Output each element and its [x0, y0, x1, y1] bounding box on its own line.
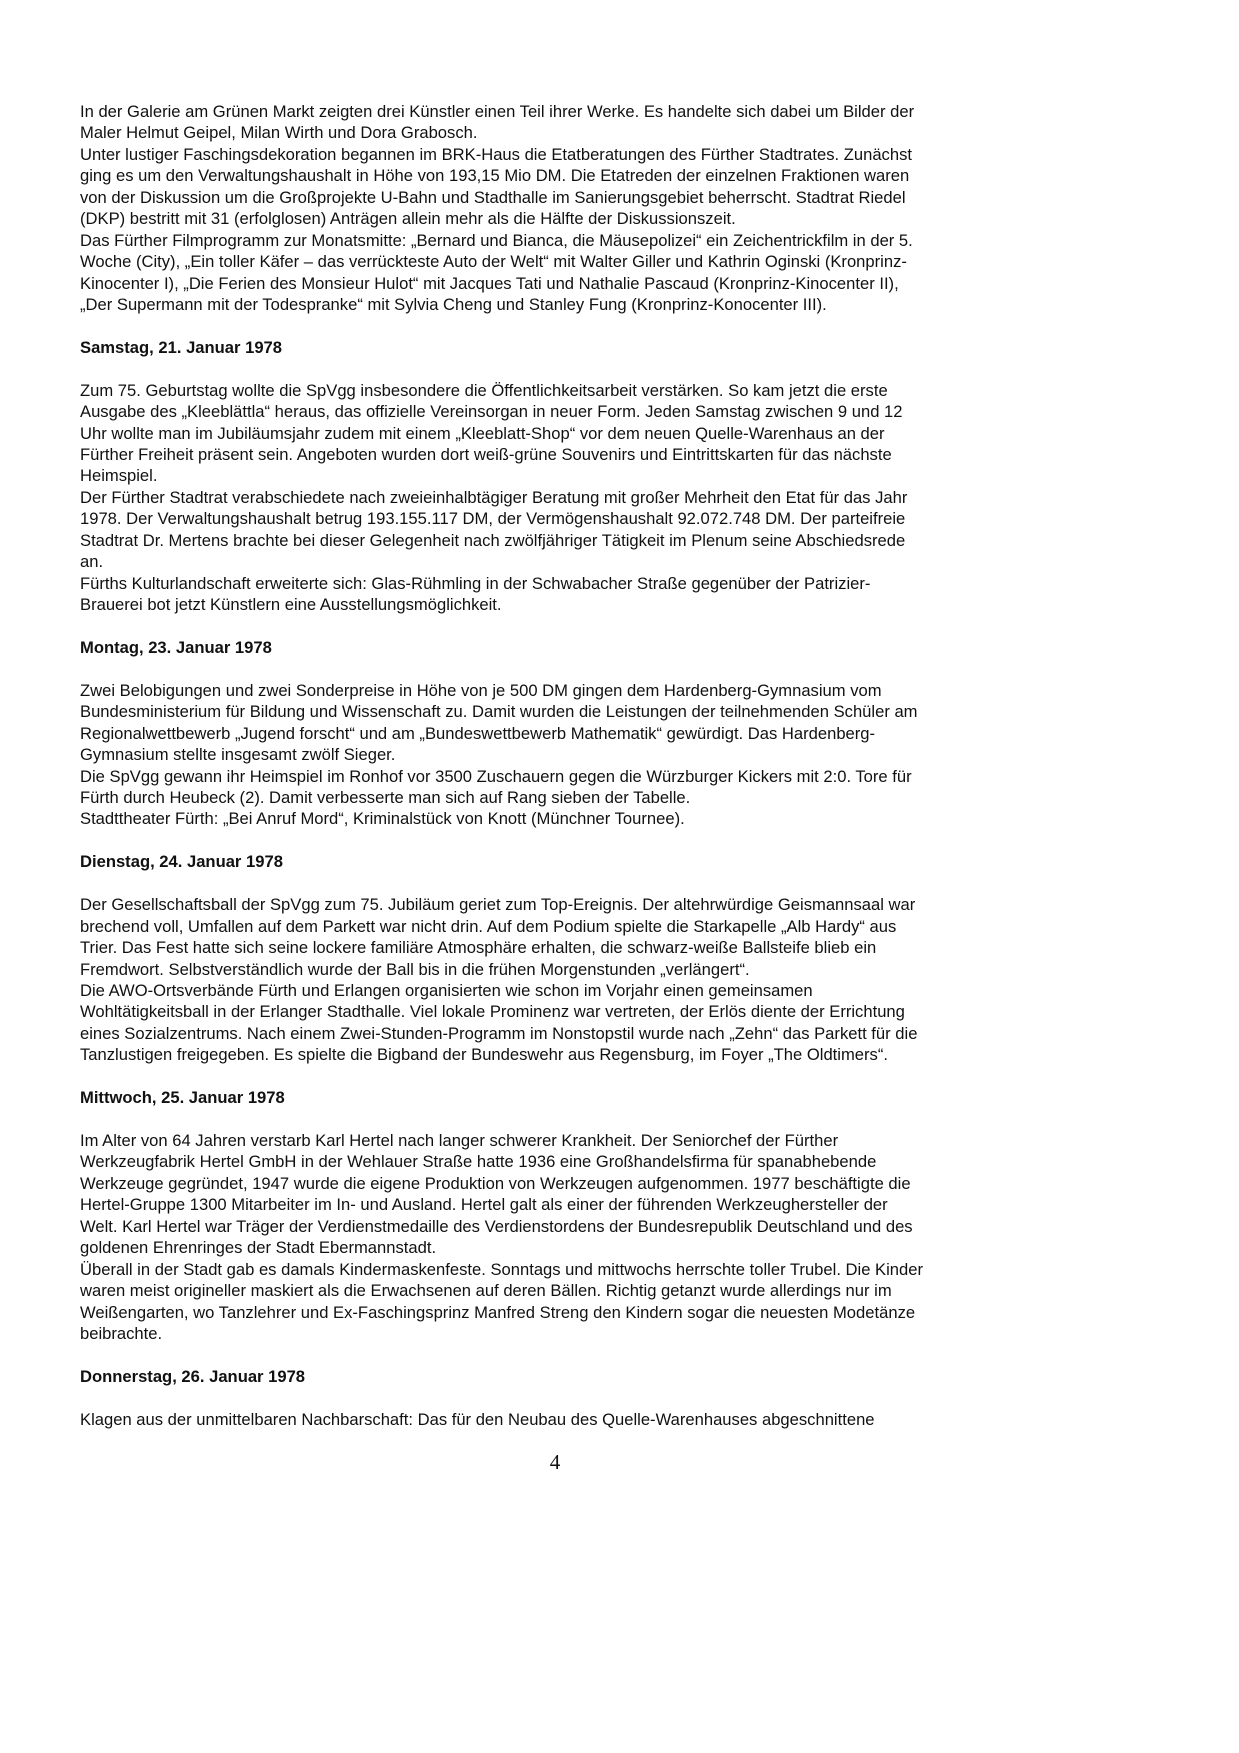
text-line: Weißengarten, wo Tanzlehrer und Ex-Faschingsprinz Manfred Streng den Kindern sogar die neuesten Modetänze	[80, 1302, 916, 1322]
text-line: In der Galerie am Grünen Markt zeigten drei Künstler einen Teil ihrer Werke. Es handelte sich dabei um Bilder der	[80, 102, 915, 121]
text-line: Die AWO-Ortsverbände Fürth und Erlangen organisierten wie schon im Vorjahr einen gemeinsamen	[80, 980, 813, 1000]
text-line: „Der Supermann mit der Todespranke“ mit Sylvia Cheng und Stanley Fung (Kronprinz-Konocenter III).	[80, 294, 827, 314]
blank-line	[80, 1387, 1080, 1408]
intro-paragraph	[80, 101, 1080, 315]
section-heading: Samstag, 21. Januar 1978	[80, 337, 283, 357]
blank-line	[80, 658, 1080, 679]
text-line: Kinocenter I), „Die Ferien des Monsieur Hulot“ mit Jacques Tati und Nathalie Pascaud (Kronprinz-Kinocenter II),	[80, 273, 899, 293]
blank-line	[80, 616, 1080, 637]
blank-line	[80, 1109, 1080, 1130]
section-heading: Montag, 23. Januar 1978	[80, 637, 272, 657]
date-section	[80, 1066, 1080, 1345]
text-line: Trier. Das Fest hatte sich seine lockere familiäre Atmosphäre erhalten, die schwarz-weiße Ballsteife blieb ein	[80, 938, 877, 958]
text-line: Heimspiel.	[80, 466, 158, 486]
text-line: (DKP) bestritt mit 31 (erfolglosen) Anträgen allein mehr als die Hälfte der Diskussionszeit.	[80, 209, 736, 229]
text-line: Fürths Kulturlandschaft erweiterte sich: Glas-Rühmling in der Schwabacher Straße gegenüber der Patrizier-	[80, 573, 871, 593]
text-line: Fürth durch Heubeck (2). Damit verbesserte man sich auf Rang sieben der Tabelle.	[80, 788, 691, 807]
blank-line	[80, 873, 1080, 894]
blank-line	[80, 1066, 1080, 1087]
text-line: Uhr wollte man im Jubiläumsjahr zudem mit einem „Kleeblatt-Shop“ vor dem neuen Quelle-Warenhaus an der	[80, 423, 885, 443]
date-section	[80, 830, 1080, 1066]
text-line: Stadttheater Fürth: „Bei Anruf Mord“, Kriminalstück von Knott (Münchner Tournee).	[80, 809, 685, 829]
section-heading: Dienstag, 24. Januar 1978	[80, 852, 283, 872]
text-line: Überall in der Stadt gab es damals Kindermaskenfeste. Sonntags und mittwochs herrschte toller Trubel. Die Kinder	[80, 1259, 924, 1279]
text-line: Maler Helmut Geipel, Milan Wirth und Dora Grabosch.	[80, 123, 478, 143]
text-line: Stadtrat Dr. Mertens brachte bei dieser Gelegenheit nach zwölfjähriger Tätigkeit im Plenum seine Abschiedsrede	[80, 530, 906, 550]
text-line: Im Alter von 64 Jahren verstarb Karl Hertel nach langer schwerer Krankheit. Der Seniorchef der Fürther	[80, 1131, 839, 1150]
blank-line	[80, 315, 1080, 336]
text-line: Der Fürther Stadtrat verabschiedete nach zweieinhalbtägiger Beratung mit großer Mehrheit den Etat für das Jahr	[80, 487, 908, 507]
date-section	[80, 315, 1080, 615]
text-line: Tanzlustigen freigegeben. Es spielte die Bigband der Bundeswehr aus Regensburg, im Foyer „The Oldtimers“.	[80, 1045, 888, 1065]
blank-line	[80, 1344, 1080, 1365]
text-line: brechend voll, Umfallen auf dem Parkett war nicht drin. Auf dem Podium spielte die Starkapelle „Alb Hardy“ aus	[80, 916, 897, 936]
text-line: Die SpVgg gewann ihr Heimspiel im Ronhof vor 3500 Zuschauern gegen die Würzburger Kickers mit 2:0. Tore für	[80, 766, 912, 786]
text-line: Ausgabe des „Kleeblättla“ heraus, das offizielle Vereinsorgan in neuer Form. Jeden Samstag zwischen 9 und 12	[80, 402, 903, 422]
text-line: Das Fürther Filmprogramm zur Monatsmitte: „Bernard und Bianca, die Mäusepolizei“ ein Zeichentrickfilm in der 5.	[80, 230, 913, 250]
text-line: Werkzeugfabrik Hertel GmbH in der Wehlauer Straße hatte 1936 eine Großhandelsfirma für spanabhebende	[80, 1152, 877, 1172]
page-number: 4	[549, 1450, 561, 1474]
text-line: Fürther Freiheit präsent sein. Angeboten wurden dort weiß-grüne Souvenirs und Eintrittskarten für das nächste	[80, 445, 892, 464]
text-line: eines Sozialzentrums. Nach einem Zwei-Stunden-Programm im Nonstopstil wurde nach „Zehn“ das Parkett für die	[80, 1023, 918, 1043]
text-line: waren meist origineller maskiert als die Erwachsenen auf deren Bällen. Richtig getanzt wurde allerdings nur im	[80, 1281, 892, 1301]
date-section	[80, 616, 1080, 830]
text-line: Zum 75. Geburtstag wollte die SpVgg insbesondere die Öffentlichkeitsarbeit verstärken. So kam jetzt die erste	[80, 380, 888, 400]
text-line: Fremdwort. Selbstverständlich wurde der Ball bis in die frühen Morgenstunden „verlängert“.	[80, 959, 750, 979]
blank-line	[80, 358, 1080, 379]
text-line: Werkzeuge gegründet, 1947 wurde die eigene Produktion von Werkzeugen aufgenommen. 1977 beschäftigte die	[80, 1173, 911, 1193]
text-line: Zwei Belobigungen und zwei Sonderpreise in Höhe von je 500 DM gingen dem Hardenberg-Gymnasium vom	[80, 680, 882, 700]
text-line: Welt. Karl Hertel war Träger der Verdienstmedaille des Verdienstordens der Bundesrepublik Deutschland und des	[80, 1216, 913, 1236]
text-line: Klagen aus der unmittelbaren Nachbarschaft: Das für den Neubau des Quelle-Warenhauses abgeschnittene	[80, 1409, 875, 1429]
text-line: 1978. Der Verwaltungshaushalt betrug 193.155.117 DM, der Vermögenshaushalt 92.072.748 DM. Der parteifreie	[80, 509, 906, 529]
text-line: Brauerei bot jetzt Künstlern eine Ausstellungsmöglichkeit.	[80, 595, 502, 615]
date-section	[80, 1344, 1080, 1430]
text-line: ging es um den Verwaltungshaushalt in Höhe von 193,15 Mio DM. Die Etatreden der einzelnen Fraktionen waren	[80, 166, 910, 186]
text-line: Woche (City), „Ein toller Käfer – das verrückteste Auto der Welt“ mit Walter Giller und Kathrin Oginski (Kronprinz-	[80, 252, 907, 272]
text-line: Hertel-Gruppe 1300 Mitarbeiter im In- und Ausland. Hertel galt als einer der führenden Werkzeughersteller der	[80, 1195, 888, 1215]
text-line: Der Gesellschaftsball der SpVgg zum 75. Jubiläum geriet zum Top-Ereignis. Der altehrwürdige Geismannsaal war	[80, 895, 916, 915]
text-line: an.	[80, 552, 104, 572]
text-line: Wohltätigkeitsball in der Erlanger Stadthalle. Viel lokale Prominenz war vertreten, der Erlös diente der Errichtung	[80, 1002, 905, 1022]
text-line: Bundesministerium für Bildung und Wissenschaft zu. Damit wurden die Leistungen der teilnehmenden Schüler am	[80, 702, 918, 722]
text-line: Regionalwettbewerb „Jugend forscht“ und am „Bundeswettbewerb Mathematik“ gewürdigt. Das Hardenberg-	[80, 723, 876, 743]
text-line: von der Diskussion um die Großprojekte U-Bahn und Stadthalle im Sanierungsgebiet beherrscht. Stadtrat Riedel	[80, 187, 906, 207]
document-body	[80, 101, 1080, 1430]
section-heading: Donnerstag, 26. Januar 1978	[80, 1366, 306, 1386]
text-line: goldenen Ehrenringes der Stadt Ebermannstadt.	[80, 1238, 437, 1258]
blank-line	[80, 830, 1080, 851]
text-line: beibrachte.	[80, 1323, 163, 1343]
text-line: Unter lustiger Faschingsdekoration begannen im BRK-Haus die Etatberatungen des Fürther Stadtrates. Zunächst	[80, 144, 912, 164]
text-line: Gymnasium stellte insgesamt zwölf Sieger.	[80, 745, 396, 765]
section-heading: Mittwoch, 25. Januar 1978	[80, 1088, 285, 1108]
